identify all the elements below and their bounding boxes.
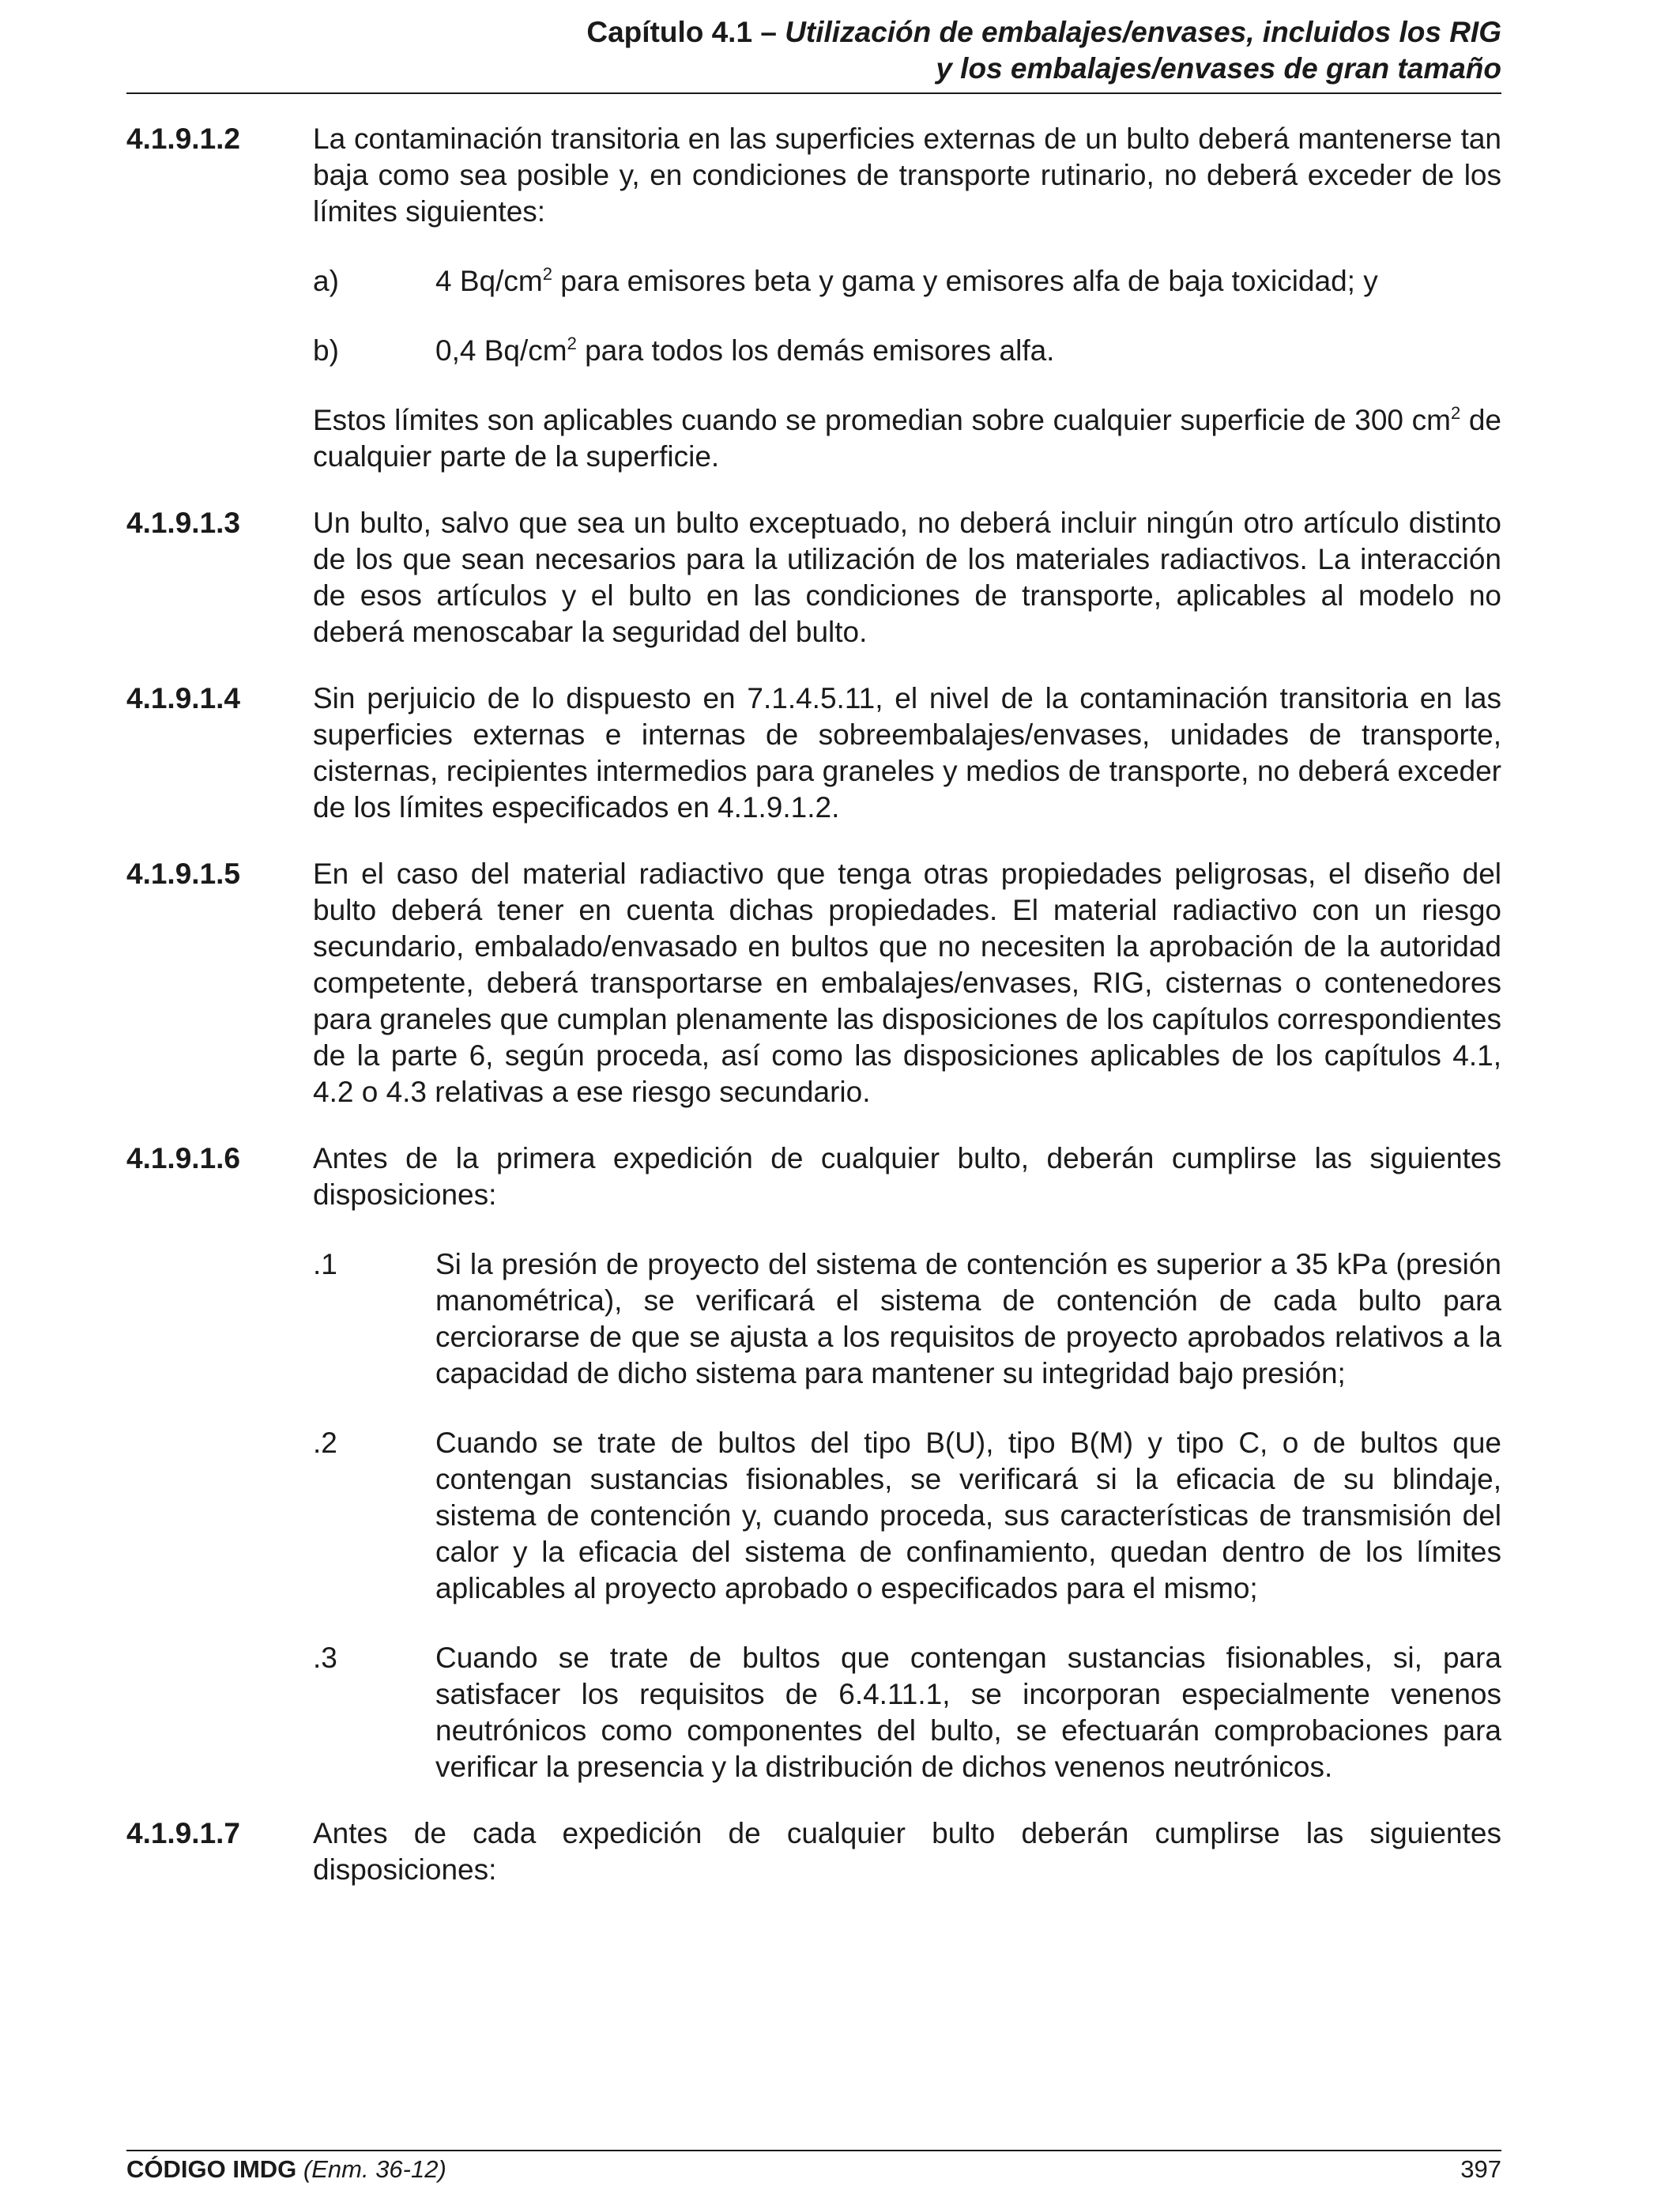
list-item-text [435, 333, 1501, 369]
section-number: 4.1.9.1.4 [126, 682, 241, 714]
chapter-title-line2: y los embalajes/envases de gran tamaño [936, 52, 1501, 85]
page-number: 397 [1460, 2155, 1501, 2183]
section-paragraph: En el caso del material radiactivo que tenga otras propiedades peligrosas, el diseño del bulto deberá tener en cuenta dichas propiedades. El material radiactivo con un riesgo secundario, embalado/envasado en bultos que no necesiten la aprobación de la autoridad competente, deberá transportarse en embalajes/envases, RIG, cisternas o contenedores para graneles que cumplan plenamente las disposiciones de los capítulos correspondientes de la parte 6, según proceda, así como las disposiciones aplicables de los capítulos 4.1, 4.2 o 4.3 relativas a ese riesgo secundario. [313, 858, 1501, 1108]
section-paragraph [313, 402, 1501, 475]
section-number: 4.1.9.1.7 [126, 1817, 241, 1849]
document-page [126, 0, 1501, 2194]
list-item-label: b) [313, 334, 339, 367]
footer-divider [126, 2150, 1501, 2151]
footer-amendment: (Enm. 36-12) [303, 2155, 446, 2183]
chapter-number: Capítulo 4.1 – [586, 16, 785, 48]
section-paragraph: Un bulto, salvo que sea un bulto exceptuado, no deberá incluir ningún otro artículo distinto de los que sean necesarios para la utilización de los materiales radiactivos. La interacción de esos artículos y el bulto en las condiciones de transporte, aplicables al modelo no deberá menoscabar la seguridad del bulto. [313, 507, 1501, 648]
list-item-label: a) [313, 265, 339, 297]
section-number: 4.1.9.1.6 [126, 1142, 241, 1174]
section-body [313, 1140, 1501, 1785]
list-item-a [313, 263, 1501, 300]
superscript: 2 [1450, 403, 1461, 423]
section-paragraph: La contaminación transitoria en las superficies externas de un bulto deberá mantenerse tan baja como sea posible y, en condiciones de transporte rutinario, no deberá exceder de los límites siguientes: [313, 123, 1501, 228]
section-body [313, 680, 1501, 826]
list-item-2 [313, 1425, 1501, 1607]
section-number: 4.1.9.1.3 [126, 507, 241, 539]
section-body [313, 856, 1501, 1110]
list-item-label: .1 [313, 1248, 337, 1280]
list-item-text-part: para emisores beta y gama y emisores alfa de baja toxicidad; y [552, 265, 1378, 297]
list-item-label: .3 [313, 1642, 337, 1674]
section-body [313, 1815, 1501, 1888]
superscript: 2 [542, 264, 552, 284]
section-4-1-9-1-2 [126, 121, 1501, 475]
section-body [313, 121, 1501, 475]
footer-code-name: CÓDIGO IMDG [126, 2155, 297, 2183]
section-body [313, 505, 1501, 650]
section-4-1-9-1-5 [126, 856, 1501, 1110]
chapter-header-line1 [126, 14, 1501, 51]
section-paragraph: Sin perjuicio de lo dispuesto en 7.1.4.5.11, el nivel de la contaminación transitoria en las superficies externas e internas de sobreembalajes/envases, unidades de transporte, cisternas, recipientes intermedios para graneles y medios de transporte, no deberá exceder de los límites especificados en 4.1.9.1.2. [313, 682, 1501, 824]
header-divider [126, 92, 1501, 94]
list-item-1 [313, 1246, 1501, 1392]
document-body [126, 121, 1501, 1918]
list-item-text-part: para todos los demás emisores alfa. [576, 334, 1055, 367]
list-item-text-part: 0,4 Bq/cm [435, 334, 567, 367]
list-item-text-part: 4 Bq/cm [435, 265, 543, 297]
list-item-text: Cuando se trate de bultos que contengan sustancias fisionables, si, para satisfacer los requisitos de 6.4.11.1, se incorporan especialmente venenos neutrónicos como componentes del bulto, se efectuarán comprobaciones para verificar la presencia y la distribución de dichos venenos neutrónicos. [435, 1642, 1501, 1783]
section-number: 4.1.9.1.2 [126, 123, 241, 155]
section-4-1-9-1-3 [126, 505, 1501, 650]
list-item-b [313, 333, 1501, 369]
superscript: 2 [567, 334, 577, 353]
list-item-text: Cuando se trate de bultos del tipo B(U), tipo B(M) y tipo C, o de bultos que contengan sustancias fisionables, se verificará si la eficacia de su blindaje, sistema de contención y, cuando proceda, sus características de transmisión del calor y la eficacia del sistema de confinamiento, quedan dentro de los límites aplicables al proyecto aprobado o especificados para el mismo; [435, 1427, 1501, 1604]
list-item-3 [313, 1640, 1501, 1785]
paragraph-text-part: de cualquier parte de la superficie. [313, 404, 1502, 473]
chapter-header [126, 14, 1501, 87]
list-item-label: .2 [313, 1427, 337, 1459]
list-item-text [435, 263, 1501, 300]
section-4-1-9-1-6 [126, 1140, 1501, 1785]
paragraph-text-part: Estos límites son aplicables cuando se promedian sobre cualquier superficie de 300 cm [313, 404, 1451, 436]
list-item-text: Si la presión de proyecto del sistema de contención es superior a 35 kPa (presión manométrica), se verificará el sistema de contención de cada bulto para cerciorarse de que se ajusta a los requisitos de proyecto aprobados relativos a la capacidad de dicho sistema para mantener su integridad bajo presión; [435, 1248, 1501, 1389]
section-4-1-9-1-4 [126, 680, 1501, 826]
section-4-1-9-1-7 [126, 1815, 1501, 1888]
page-footer [126, 2154, 1501, 2185]
section-paragraph: Antes de la primera expedición de cualquier bulto, deberán cumplirse las siguientes disposiciones: [313, 1142, 1501, 1211]
section-paragraph: Antes de cada expedición de cualquier bulto deberán cumplirse las siguientes disposiciones: [313, 1817, 1501, 1886]
chapter-title-line1: Utilización de embalajes/envases, incluidos los RIG [785, 16, 1501, 48]
section-number: 4.1.9.1.5 [126, 858, 241, 890]
